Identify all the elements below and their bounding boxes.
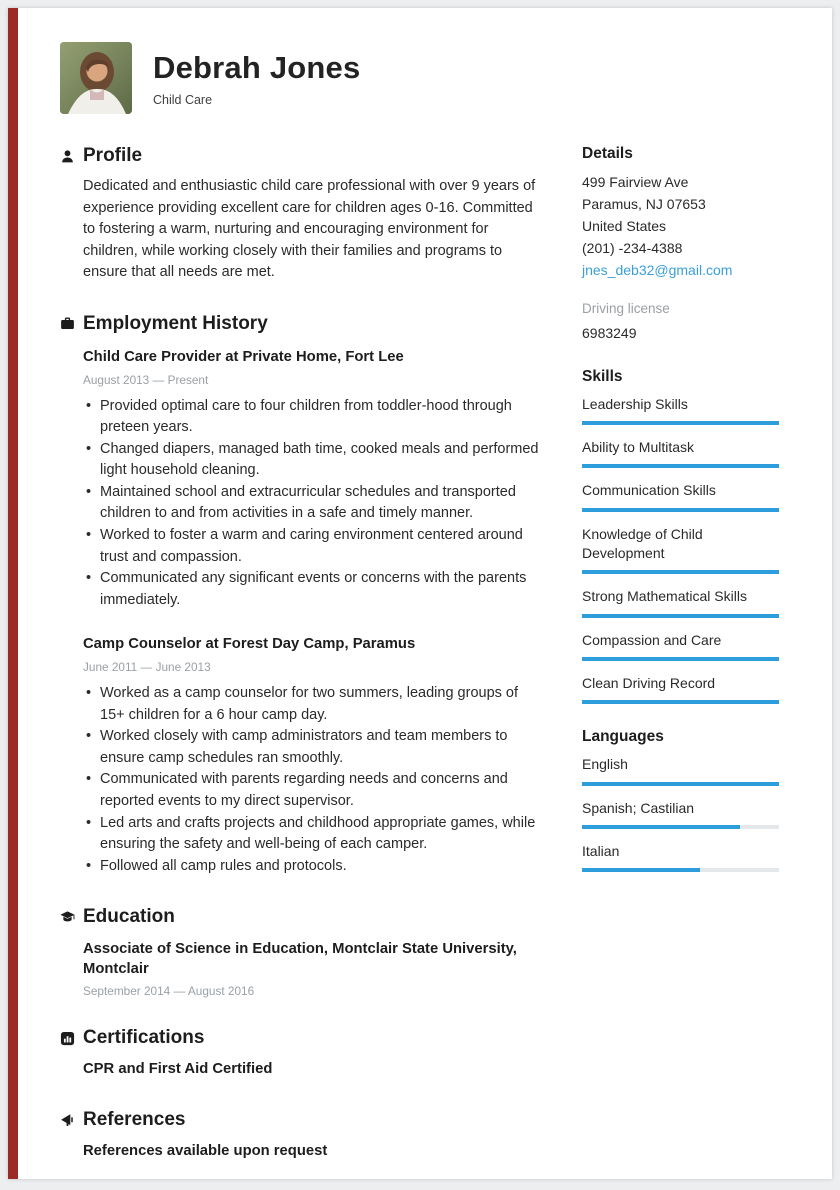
job-entry: [83, 635, 544, 877]
language-bar: [582, 782, 779, 786]
skill-item: [582, 674, 779, 704]
language-bar: [582, 868, 779, 872]
briefcase-icon: [60, 316, 75, 331]
profile-photo-image: [60, 42, 132, 114]
section-employment: [60, 313, 544, 877]
skills-heading: Skills: [582, 367, 623, 385]
skills-section: [582, 368, 779, 705]
resume-page: [8, 8, 832, 1179]
education-degree: Associate of Science in Education, Montclair State University, Montclair: [83, 941, 517, 977]
language-item: [582, 842, 779, 872]
language-label: Spanish; Castilian: [582, 799, 695, 816]
bullet-item: • Communicated any significant events or concerns with the parents immediately.: [83, 568, 544, 611]
references-item: References available upon request: [83, 1142, 328, 1159]
graduation-cap-icon: [60, 910, 75, 924]
main-column: [60, 145, 544, 1190]
skill-label: Communication Skills: [582, 482, 716, 499]
languages-section: [582, 728, 779, 872]
skill-label: Strong Mathematical Skills: [582, 588, 747, 605]
section-references: [60, 1109, 544, 1162]
job-title: Child Care Provider at Private Home, Fort Lee: [83, 348, 404, 365]
profile-heading: Profile: [83, 145, 143, 166]
language-label: Italian: [582, 842, 620, 859]
profile-photo: [60, 42, 132, 114]
skill-label: Leadership Skills: [582, 395, 688, 412]
section-education: [60, 906, 544, 998]
skill-bar: [582, 570, 779, 574]
job-bullets: [83, 396, 544, 612]
skill-item: [582, 525, 779, 575]
driving-license-label: Driving license: [582, 300, 670, 316]
megaphone-icon: [60, 1112, 75, 1127]
skill-label: Knowledge of Child Development: [582, 525, 703, 562]
certifications-heading: Certifications: [83, 1027, 205, 1049]
bullet-item: • Provided optimal care to four children from toddler-hood through preteen years.: [83, 396, 544, 439]
person-icon: [60, 149, 75, 164]
skill-bar: [582, 464, 779, 468]
sidebar: [582, 145, 779, 1190]
job-dates: June 2011 — June 2013: [83, 659, 211, 674]
driving-license-value: 6983249: [582, 324, 637, 341]
skill-item: [582, 631, 779, 661]
job-bullets: [83, 683, 544, 877]
resume-header: [60, 42, 779, 114]
bullet-item: • Maintained school and extracurricular schedules and transported children to and from activities in a safe and timely manner.: [83, 482, 544, 525]
bullet-item: • Communicated with parents regarding needs and concerns and reported events to my direct supervisor.: [83, 769, 544, 812]
languages-heading: Languages: [582, 728, 664, 746]
skill-bar: [582, 614, 779, 618]
language-item: [582, 799, 779, 829]
job-dates: August 2013 — Present: [83, 372, 209, 387]
skill-item: [582, 395, 779, 425]
profile-text: Dedicated and enthusiastic child care professional with over 9 years of experience providing excellent care for children ages 0-16. Committed to fostering a warm, nurturing and encouraging environment for children, while working closely with their families and programs to ensure that all needs are met.: [83, 178, 536, 281]
bullet-item: • Worked as a camp counselor for two summers, leading groups of 15+ children for a 6 hour camp day.: [83, 683, 544, 726]
employment-heading: Employment History: [83, 312, 268, 334]
language-label: English: [582, 756, 628, 773]
candidate-role: Child Care: [153, 93, 213, 108]
education-heading: Education: [83, 906, 175, 928]
references-heading: References: [83, 1108, 186, 1130]
skill-label: Compassion and Care: [582, 631, 722, 648]
certification-item: CPR and First Aid Certified: [83, 1061, 273, 1078]
language-item: [582, 755, 779, 785]
skill-bar: [582, 421, 779, 425]
job-title: Camp Counselor at Forest Day Camp, Paramus: [83, 636, 416, 653]
section-certifications: [60, 1027, 544, 1080]
bullet-item: • Led arts and crafts projects and childhood appropriate games, while ensuring the safety and well-being of each camper.: [83, 813, 544, 856]
bullet-item: • Followed all camp rules and protocols.: [83, 856, 544, 878]
skill-item: [582, 438, 779, 468]
address-line-1: 499 Fairview Ave: [582, 174, 689, 190]
education-dates: September 2014 — August 2016: [83, 984, 255, 999]
phone-number: (201) -234-4388: [582, 239, 683, 256]
job-entry: [83, 348, 544, 611]
skill-bar: [582, 700, 779, 704]
details-heading: Details: [582, 145, 633, 162]
email-link[interactable]: jnes_deb32@gmail.com: [582, 261, 733, 278]
skill-label: Clean Driving Record: [582, 675, 716, 692]
bullet-item: • Worked closely with camp administrators and team members to ensure camp schedules ran smoothly.: [83, 726, 544, 769]
skill-item: [582, 481, 779, 511]
skill-bar: [582, 508, 779, 512]
address-line-2: Paramus, NJ 07653: [582, 195, 706, 212]
country-line: United States: [582, 217, 667, 234]
skill-label: Ability to Multitask: [582, 439, 695, 456]
section-profile: [60, 145, 544, 284]
chart-badge-icon: [60, 1031, 75, 1046]
language-bar: [582, 825, 779, 829]
candidate-name: Debrah Jones: [153, 50, 361, 85]
bullet-item: • Worked to foster a warm and caring environment centered around trust and compassion.: [83, 525, 544, 568]
skill-bar: [582, 657, 779, 661]
bullet-item: • Changed diapers, managed bath time, cooked meals and performed light household cleaning.: [83, 439, 544, 482]
skill-item: [582, 587, 779, 617]
